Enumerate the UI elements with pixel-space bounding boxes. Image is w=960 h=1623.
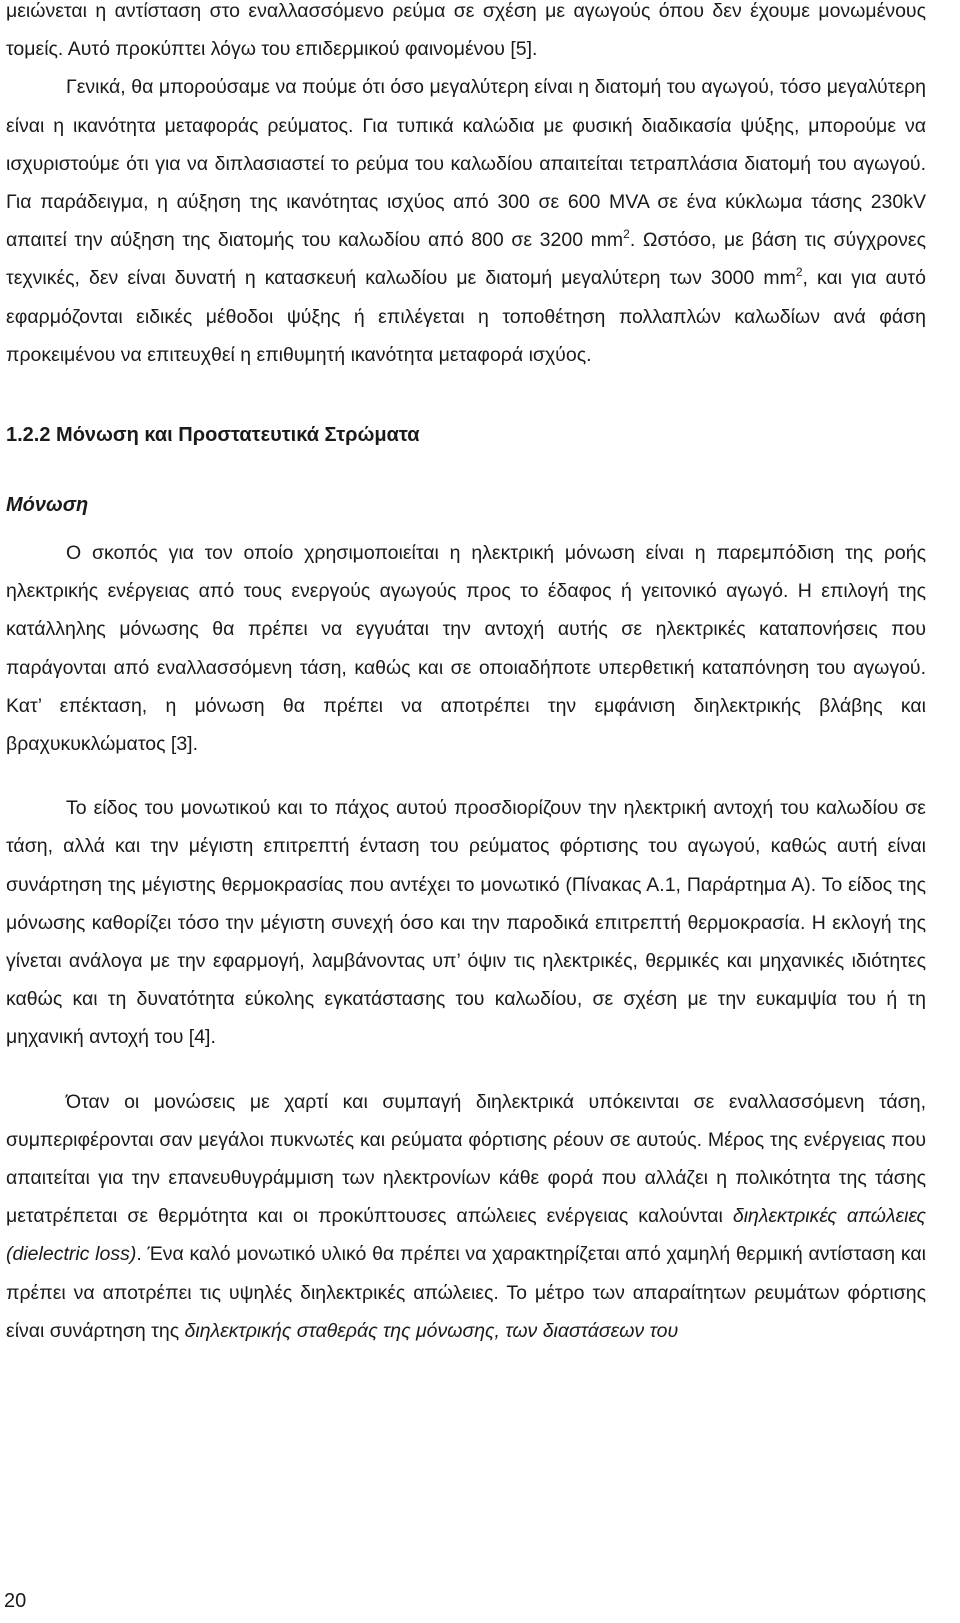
paragraph-text: Γενικά, θα μπορούσαμε να πούμε ότι όσο μεγαλύτερη είναι η διατομή του αγωγού, τόσο μεγαλύτερη είναι η ικανότητα μεταφοράς ρεύματος. Για τυπικά καλώδια με φυσική διαδικασία ψύξης, μπορούμε να ισχυριστούμε ότι για να διπλασιαστεί το ρεύμα του καλωδίου απαιτείται τετραπλάσια διατομή του αγωγού. Για παράδειγμα, η αύξηση της ικανότητας ισχύος από 300 σε 600 MVA σε ένα κύκλωμα τάσης 230kV απαιτεί την αύξηση της διατομής του καλωδίου από 800 σε 3200 mm bbox=[6, 76, 926, 252]
page-number: 20 bbox=[4, 1590, 27, 1612]
emphasis-text: διηλεκτρικές απώλειες (dielectric loss) bbox=[6, 1205, 927, 1266]
paragraph-text: , και για αυτό εφαρμόζονται ειδικές μέθοδοι ψύξης ή επιλέγεται η τοποθέτηση πολλαπλών καλωδίων ανά φάση προκειμένου να επιτευχθεί η επιθυμητή ικανότητα μεταφορά ισχύος. bbox=[6, 267, 926, 366]
emphasis-text: διηλεκτρικής σταθεράς της μόνωσης, των διαστάσεων του bbox=[184, 1319, 679, 1342]
paragraph-text: . Ένα καλό μονωτικό υλικό θα πρέπει να χαρακτηρίζεται από χαμηλή θερμική αντίσταση και πρέπει να αποτρέπει τις υψηλές διηλεκτρικές απώλειες. Το μέτρο των απαραίτητων ρευμάτων φόρτισης είναι συνάρτηση της bbox=[6, 1243, 926, 1342]
section-heading: 1.2.2 Μόνωση και Προστατευτικά Στρώματα bbox=[6, 424, 420, 447]
subsection-heading: Μόνωση bbox=[6, 494, 89, 517]
superscript: 2 bbox=[623, 227, 630, 242]
paragraph-insulation-purpose: Ο σκοπός για τον οποίο χρησιμοποιείται η ηλεκτρική μόνωση είναι η παρεμπόδιση της ροής ηλεκτρικής ενέργειας από τους ενεργούς αγωγούς προς το έδαφος ή γειτονικό αγωγό. Η επιλογή της κατάλληλης μόνωσης θα πρέπει να εγγυάται την αντοχή αυτής σε ηλεκτρικές καταπονήσεις που παράγονται από εναλλασσόμενη τάση, καθώς και σε οποιαδήποτε υπερθετική καταπόνηση του αγωγού. Κατ’ επέκταση, η μόνωση θα πρέπει να αποτρέπει την εμφάνιση διηλεκτρικής βλάβης και βραχυκυκλώματος [3]. bbox=[6, 542, 926, 756]
paragraph-insulation-type: Το είδος του μονωτικού και το πάχος αυτού προσδιορίζουν την ηλεκτρική αντοχή του καλωδίου σε τάση, αλλά και την μέγιστη επιτρεπτή ένταση του ρεύματος φόρτισης του αγωγού, καθώς αυτή είναι συνάρτηση της μέγιστης θερμοκρασίας που αντέχει το μονωτικό (Πίνακας Α.1, Παράρτημα Α). Το είδος της μόνωσης καθορίζει τόσο την μέγιστη συνεχή όσο και την παροδικά επιτρεπτή θερμοκρασία. Η εκλογή της γίνεται ανάλογα με την εφαρμογή, λαμβάνοντας υπ’ όψιν τις ηλεκτρικές, θερμικές και μηχανικές ιδιότητες καθώς και τη δυνατότητα εύκολης εγκατάστασης του καλωδίου, σε σχέση με την ευκαμψία του ή τη μηχανική αντοχή του [4]. bbox=[6, 797, 926, 1049]
superscript: 2 bbox=[795, 265, 803, 280]
paragraph-text: . Ωστόσο, με βάση τις σύγχρονες τεχνικές, δεν είναι δυνατή η κατασκευή καλωδίου με διατομή μεγαλύτερη των 3000 mm bbox=[6, 229, 926, 290]
paragraph-skin-effect: μειώνεται η αντίσταση στο εναλλασσόμενο ρεύμα σε σχέση με αγωγούς όπου δεν έχουμε μονωμένους τομείς. Αυτό προκύπτει λόγω του επιδερμικού φαινομένου [5]. bbox=[6, 0, 926, 61]
paragraph-text: Όταν οι μονώσεις με χαρτί και συμπαγή διηλεκτρικά υπόκεινται σε εναλλασσόμενη τάση, συμπεριφέρονται σαν μεγάλοι πυκνωτές και ρεύματα φόρτισης ρέουν σε αυτούς. Μέρος της ενέργειας που απαιτείται για την επανευθυγράμμιση των ηλεκτρονίων κάθε φορά που αλλάζει η πολικότητα της τάσης μετατρέπεται σε θερμότητα και οι προκύπτουσες απώλειες ενέργειας καλούνται bbox=[6, 1090, 926, 1228]
document-page bbox=[6, 0, 926, 1350]
paragraph-dielectric-loss bbox=[6, 1083, 926, 1350]
paragraph-conductor-cross-section bbox=[6, 68, 926, 374]
